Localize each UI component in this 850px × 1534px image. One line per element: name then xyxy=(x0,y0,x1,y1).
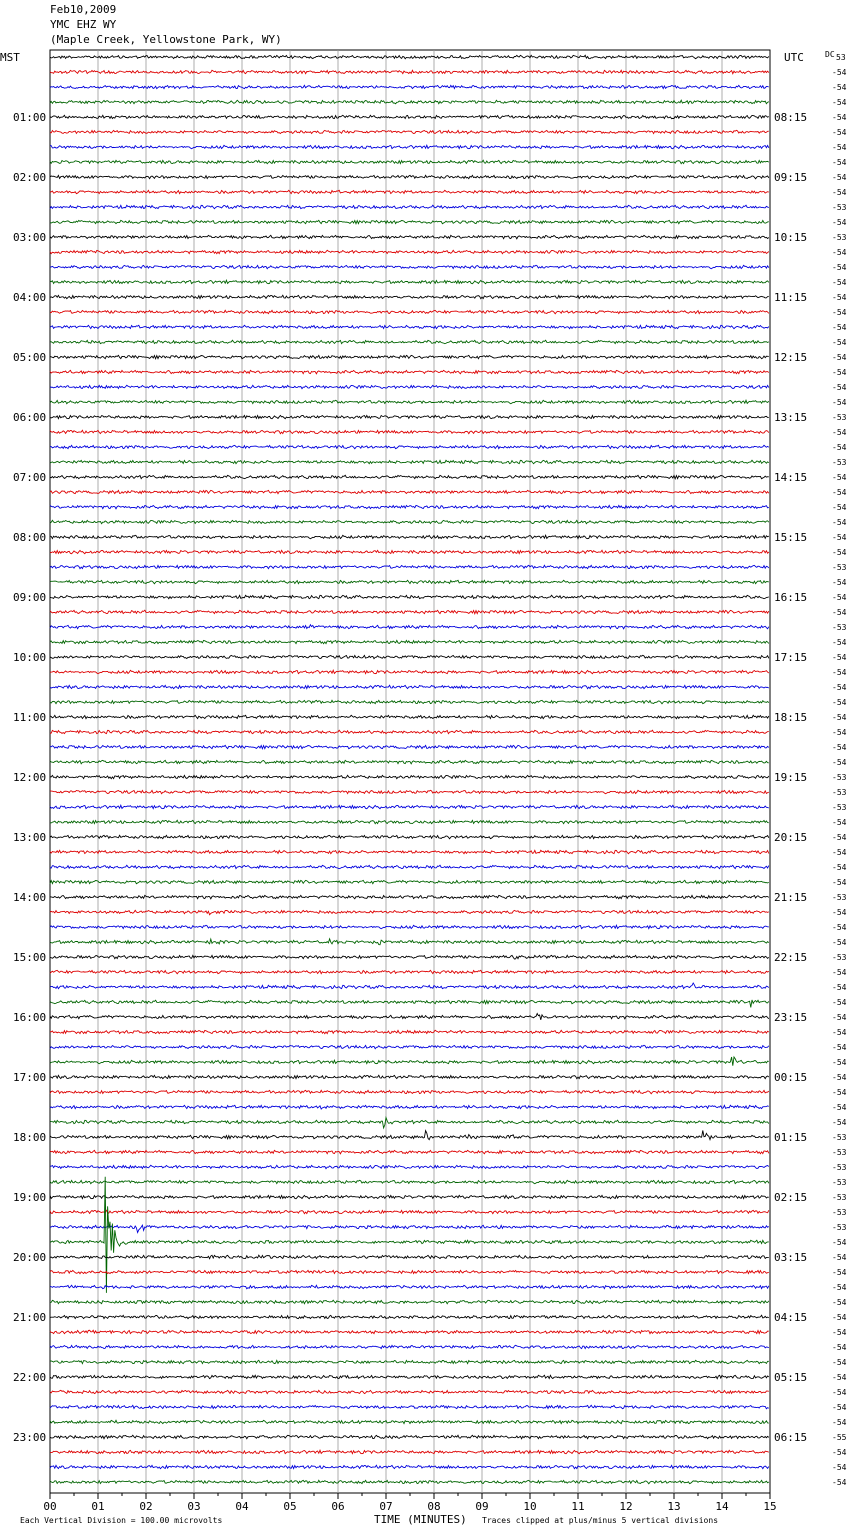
trace-line xyxy=(50,460,769,463)
x-tick-label: 02 xyxy=(139,1500,153,1513)
x-tick-label: 09 xyxy=(475,1500,489,1513)
trace-line xyxy=(50,190,769,193)
dc-offset-label: -54 xyxy=(832,683,847,692)
dc-offset-label: -54 xyxy=(832,848,847,857)
trace-line xyxy=(50,550,769,554)
dc-offset-label: -54 xyxy=(832,998,847,1007)
dc-offset-label: -54 xyxy=(832,488,847,497)
right-hour-label: 01:15 xyxy=(774,1131,808,1144)
time-labels xyxy=(13,53,847,1513)
trace-line xyxy=(50,115,769,118)
right-hour-label: 03:15 xyxy=(774,1251,808,1264)
x-tick-label: 13 xyxy=(667,1500,681,1513)
trace-line xyxy=(50,130,769,133)
left-hour-label: 12:00 xyxy=(13,771,47,784)
dc-offset-label: -54 xyxy=(832,983,847,992)
dc-offset-label: -54 xyxy=(832,818,847,827)
trace-line xyxy=(50,790,769,794)
dc-offset-label: -55 xyxy=(832,1433,847,1442)
dc-offset-label: -54 xyxy=(832,308,847,317)
trace-line xyxy=(50,910,769,914)
trace-line xyxy=(50,1165,769,1168)
trace-line xyxy=(50,355,769,358)
trace-line xyxy=(50,610,769,614)
left-hour-label: 02:00 xyxy=(13,171,47,184)
trace-line xyxy=(50,955,769,959)
trace-line xyxy=(50,1057,769,1066)
trace-line xyxy=(50,70,769,73)
dc-offset-label: -54 xyxy=(832,293,847,302)
trace-line xyxy=(50,880,769,883)
trace-line xyxy=(50,520,769,523)
dc-offset-label: -53 xyxy=(832,893,847,902)
dc-offset-label: -54 xyxy=(832,263,847,272)
dc-offset-label: -54 xyxy=(832,278,847,287)
trace-line xyxy=(50,265,769,269)
trace-line xyxy=(50,1420,769,1423)
trace-line xyxy=(50,85,769,88)
trace-line xyxy=(50,235,769,238)
trace-line xyxy=(50,490,769,493)
left-hour-label: 07:00 xyxy=(13,471,47,484)
dc-offset-label: -53 xyxy=(832,953,847,962)
left-hour-label: 20:00 xyxy=(13,1251,47,1264)
dc-offset-label: -54 xyxy=(832,1088,847,1097)
left-hour-label: 13:00 xyxy=(13,831,47,844)
dc-offset-label: -54 xyxy=(832,1388,847,1397)
dc-offset-label: -54 xyxy=(832,98,847,107)
dc-offset-label: -53 xyxy=(832,1133,847,1142)
dc-offset-label: -54 xyxy=(832,503,847,512)
trace-line xyxy=(50,970,769,973)
dc-offset-label: -53 xyxy=(832,773,847,782)
dc-offset-label: -54 xyxy=(832,158,847,167)
trace-line xyxy=(50,1315,769,1318)
dc-offset-label: -54 xyxy=(832,1373,847,1382)
dc-offset-label: -54 xyxy=(832,1268,847,1277)
trace-line xyxy=(50,820,769,823)
dc-offset-label: -54 xyxy=(832,218,847,227)
left-timezone-label: MST xyxy=(0,51,20,64)
trace-line xyxy=(50,250,769,253)
trace-line xyxy=(50,1435,769,1439)
dc-offset-label: -54 xyxy=(832,1298,847,1307)
dc-offset-label: -54 xyxy=(832,428,847,437)
trace-line xyxy=(50,1177,769,1293)
x-tick-label: 07 xyxy=(379,1500,393,1513)
dc-label: DC xyxy=(825,50,835,59)
dc-offset-label: -54 xyxy=(832,908,847,917)
right-hour-label: 15:15 xyxy=(774,531,808,544)
right-hour-label: 02:15 xyxy=(774,1191,808,1204)
trace-line xyxy=(50,475,769,479)
dc-offset-label: -54 xyxy=(832,1013,847,1022)
trace-line xyxy=(50,385,769,388)
right-hour-label: 09:15 xyxy=(774,171,808,184)
dc-offset-label: -54 xyxy=(832,698,847,707)
trace-line xyxy=(50,685,769,688)
trace-line xyxy=(50,625,769,629)
dc-offset-label: -54 xyxy=(832,533,847,542)
trace-line xyxy=(50,1330,769,1333)
dc-offset-label: -54 xyxy=(832,968,847,977)
dc-offset-label: -54 xyxy=(832,713,847,722)
dc-offset-label: -54 xyxy=(832,323,847,332)
dc-offset-label: -54 xyxy=(832,1118,847,1127)
dc-offset-label: -54 xyxy=(832,833,847,842)
trace-line xyxy=(50,400,769,404)
left-hour-label: 06:00 xyxy=(13,411,47,424)
trace-line xyxy=(50,1180,769,1184)
left-hour-label: 01:00 xyxy=(13,111,47,124)
dc-offset-label: -53 xyxy=(832,233,847,242)
trace-line xyxy=(50,775,769,778)
x-tick-label: 00 xyxy=(43,1500,57,1513)
left-hour-label: 18:00 xyxy=(13,1131,47,1144)
trace-line xyxy=(50,580,769,583)
dc-offset-label: -54 xyxy=(832,1358,847,1367)
dc-offset-label: -54 xyxy=(832,1343,847,1352)
trace-line xyxy=(50,1345,769,1348)
dc-offset-label: -54 xyxy=(832,128,847,137)
trace-line xyxy=(50,715,769,718)
dc-offset-label: -54 xyxy=(832,248,847,257)
dc-offset-label: -54 xyxy=(832,188,847,197)
right-hour-label: 05:15 xyxy=(774,1371,808,1384)
dc-offset-label: -54 xyxy=(832,1283,847,1292)
dc-offset-label: -54 xyxy=(832,593,847,602)
trace-line xyxy=(50,730,769,734)
trace-line xyxy=(50,100,769,103)
dc-offset-label: -53 xyxy=(832,413,847,422)
trace-line xyxy=(50,565,769,568)
trace-line xyxy=(50,1375,769,1378)
right-hour-label: 22:15 xyxy=(774,951,808,964)
dc-offset-label: -53 xyxy=(832,1208,847,1217)
left-hour-label: 16:00 xyxy=(13,1011,47,1024)
trace-line xyxy=(50,835,769,838)
dc-offset-label: -54 xyxy=(832,143,847,152)
dc-offset-label: -54 xyxy=(832,1418,847,1427)
dc-offset-label: -53 xyxy=(832,203,847,212)
right-timezone-label: UTC xyxy=(784,51,804,64)
trace-line xyxy=(50,1118,769,1128)
trace-line xyxy=(50,280,769,283)
dc-offset-label: -54 xyxy=(832,173,847,182)
dc-offset-label: -54 xyxy=(832,938,847,947)
x-tick-label: 12 xyxy=(619,1500,633,1513)
location-label: (Maple Creek, Yellowstone Park, WY) xyxy=(50,33,282,46)
right-hour-label: 18:15 xyxy=(774,711,808,724)
trace-line xyxy=(50,700,769,703)
right-hour-label: 08:15 xyxy=(774,111,808,124)
dc-offset-label: -54 xyxy=(832,1058,847,1067)
dc-offset-label: -54 xyxy=(832,398,847,407)
dc-offset-label: -54 xyxy=(832,338,847,347)
trace-line xyxy=(50,1390,769,1393)
trace-line xyxy=(50,1000,769,1008)
right-hour-label: 21:15 xyxy=(774,891,808,904)
x-tick-label: 11 xyxy=(571,1500,585,1513)
dc-offset-label: -53 xyxy=(832,1163,847,1172)
trace-line xyxy=(50,1105,769,1109)
trace-line xyxy=(50,1360,769,1363)
clip-note: Traces clipped at plus/minus 5 vertical divisions xyxy=(482,1516,719,1525)
station-label: YMC EHZ WY xyxy=(50,18,117,31)
dc-offset-label: -54 xyxy=(832,113,847,122)
left-hour-label: 19:00 xyxy=(13,1191,47,1204)
dc-offset-label: -54 xyxy=(832,1103,847,1112)
right-hour-label: 10:15 xyxy=(774,231,808,244)
dc-offset-label: -53 xyxy=(832,1148,847,1157)
seismic-traces xyxy=(50,55,769,1483)
trace-line xyxy=(50,1075,769,1078)
dc-offset-label: -54 xyxy=(832,863,847,872)
dc-offset-label: -54 xyxy=(832,1448,847,1457)
x-tick-label: 05 xyxy=(283,1500,297,1513)
trace-line xyxy=(50,205,769,209)
x-tick-label: 08 xyxy=(427,1500,441,1513)
dc-offset-label: -54 xyxy=(832,578,847,587)
trace-line xyxy=(50,415,769,418)
trace-line xyxy=(50,655,769,658)
trace-line xyxy=(50,1450,769,1453)
dc-offset-label: -54 xyxy=(832,353,847,362)
dc-offset-label: -54 xyxy=(832,1073,847,1082)
trace-line xyxy=(50,1465,769,1468)
dc-offset-label: -54 xyxy=(832,1043,847,1052)
dc-offset-label: -54 xyxy=(832,473,847,482)
right-hour-label: 14:15 xyxy=(774,471,808,484)
dc-offset-label: -54 xyxy=(832,608,847,617)
scale-note: Each Vertical Division = 100.00 microvolts xyxy=(20,1516,223,1525)
dc-offset-label: -54 xyxy=(832,443,847,452)
trace-line xyxy=(50,1195,769,1198)
left-hour-label: 14:00 xyxy=(13,891,47,904)
right-hour-label: 16:15 xyxy=(774,591,808,604)
right-hour-label: 17:15 xyxy=(774,651,808,664)
trace-line xyxy=(50,895,769,899)
x-tick-label: 03 xyxy=(187,1500,201,1513)
dc-offset-label: -54 xyxy=(832,668,847,677)
dc-offset-label: -53 xyxy=(832,563,847,572)
dc-offset-label: -54 xyxy=(832,728,847,737)
x-tick-label: 06 xyxy=(331,1500,345,1513)
trace-line xyxy=(50,145,769,148)
trace-line xyxy=(50,160,769,163)
x-tick-label: 15 xyxy=(763,1500,777,1513)
dc-offset-label: -53 xyxy=(832,458,847,467)
trace-line xyxy=(50,1480,769,1483)
x-tick-label: 14 xyxy=(715,1500,729,1513)
right-hour-label: 06:15 xyxy=(774,1431,808,1444)
dc-offset-label: -54 xyxy=(832,1238,847,1247)
trace-line xyxy=(50,640,769,643)
right-hour-label: 04:15 xyxy=(774,1311,808,1324)
dc-offset-label: -54 xyxy=(832,653,847,662)
left-hour-label: 08:00 xyxy=(13,531,47,544)
trace-line xyxy=(50,1150,769,1153)
right-hour-label: 23:15 xyxy=(774,1011,808,1024)
trace-line xyxy=(50,865,769,868)
dc-offset-label: -54 xyxy=(832,878,847,887)
dc-offset-label: -54 xyxy=(832,758,847,767)
trace-line xyxy=(50,295,769,298)
right-hour-label: 13:15 xyxy=(774,411,808,424)
trace-line xyxy=(50,1300,769,1304)
trace-line xyxy=(50,310,769,313)
trace-line xyxy=(50,220,769,223)
trace-line xyxy=(50,1210,769,1213)
trace-line xyxy=(50,1405,769,1408)
date-label: Feb10,2009 xyxy=(50,3,117,16)
dc-offset-label: -53 xyxy=(832,788,847,797)
trace-line xyxy=(50,325,769,328)
trace-line xyxy=(50,430,769,433)
trace-line xyxy=(50,760,769,763)
right-hour-label: 11:15 xyxy=(774,291,808,304)
left-hour-label: 22:00 xyxy=(13,1371,47,1384)
trace-line xyxy=(50,1285,769,1288)
trace-line xyxy=(50,505,769,509)
trace-line xyxy=(50,445,769,448)
dc-offset-label: -54 xyxy=(832,1253,847,1262)
dc-offset-label: -53 xyxy=(832,1178,847,1187)
trace-line xyxy=(50,175,769,178)
trace-line xyxy=(50,1270,769,1273)
left-hour-label: 10:00 xyxy=(13,651,47,664)
left-hour-label: 23:00 xyxy=(13,1431,47,1444)
trace-line xyxy=(50,55,769,58)
right-hour-label: 12:15 xyxy=(774,351,808,364)
trace-line xyxy=(50,939,769,945)
trace-line xyxy=(50,805,769,808)
left-hour-label: 04:00 xyxy=(13,291,47,304)
left-hour-label: 09:00 xyxy=(13,591,47,604)
trace-line xyxy=(50,983,769,989)
x-tick-label: 01 xyxy=(91,1500,105,1513)
x-axis-title: TIME (MINUTES) xyxy=(374,1513,467,1526)
trace-line xyxy=(50,1131,769,1140)
x-tick-label: 04 xyxy=(235,1500,249,1513)
trace-line xyxy=(50,1045,769,1048)
left-hour-label: 15:00 xyxy=(13,951,47,964)
trace-line xyxy=(50,340,769,343)
x-tick-label: 10 xyxy=(523,1500,537,1513)
left-hour-label: 17:00 xyxy=(13,1071,47,1084)
dc-offset-label: -54 xyxy=(832,1313,847,1322)
trace-line xyxy=(50,1255,769,1259)
dc-offset-label: -54 xyxy=(832,743,847,752)
dc-offset-label: -54 xyxy=(832,1028,847,1037)
dc-offset-label: -54 xyxy=(832,68,847,77)
dc-offset-label: -54 xyxy=(832,83,847,92)
dc-offset-label: -53 xyxy=(832,803,847,812)
dc-offset-label: -54 xyxy=(832,1328,847,1337)
trace-line xyxy=(50,670,769,673)
dc-offset-label: -53 xyxy=(832,1223,847,1232)
dc-offset-label: -54 xyxy=(832,368,847,377)
dc-offset-label: -54 xyxy=(832,1403,847,1412)
left-hour-label: 21:00 xyxy=(13,1311,47,1324)
trace-line xyxy=(50,535,769,539)
dc-offset-label: -54 xyxy=(832,383,847,392)
right-hour-label: 19:15 xyxy=(774,771,808,784)
trace-line xyxy=(50,370,769,373)
dc-offset-label: -53 xyxy=(832,1193,847,1202)
dc-offset-label: -54 xyxy=(832,548,847,557)
dc-offset-label: -54 xyxy=(832,518,847,527)
left-hour-label: 03:00 xyxy=(13,231,47,244)
trace-line xyxy=(50,1090,769,1093)
dc-offset-label: -53 xyxy=(832,623,847,632)
dc-offset-label: 53 xyxy=(836,53,846,62)
left-hour-label: 11:00 xyxy=(13,711,47,724)
trace-line xyxy=(50,1014,769,1020)
dc-offset-label: -54 xyxy=(832,1463,847,1472)
trace-line xyxy=(50,1225,769,1232)
trace-line xyxy=(50,1030,769,1033)
dc-offset-label: -54 xyxy=(832,1478,847,1487)
trace-line xyxy=(50,925,769,929)
trace-line xyxy=(50,595,769,598)
trace-line xyxy=(50,745,769,748)
right-hour-label: 20:15 xyxy=(774,831,808,844)
left-hour-label: 05:00 xyxy=(13,351,47,364)
dc-offset-label: -54 xyxy=(832,638,847,647)
trace-line xyxy=(50,850,769,853)
dc-offset-label: -54 xyxy=(832,923,847,932)
right-hour-label: 00:15 xyxy=(774,1071,808,1084)
